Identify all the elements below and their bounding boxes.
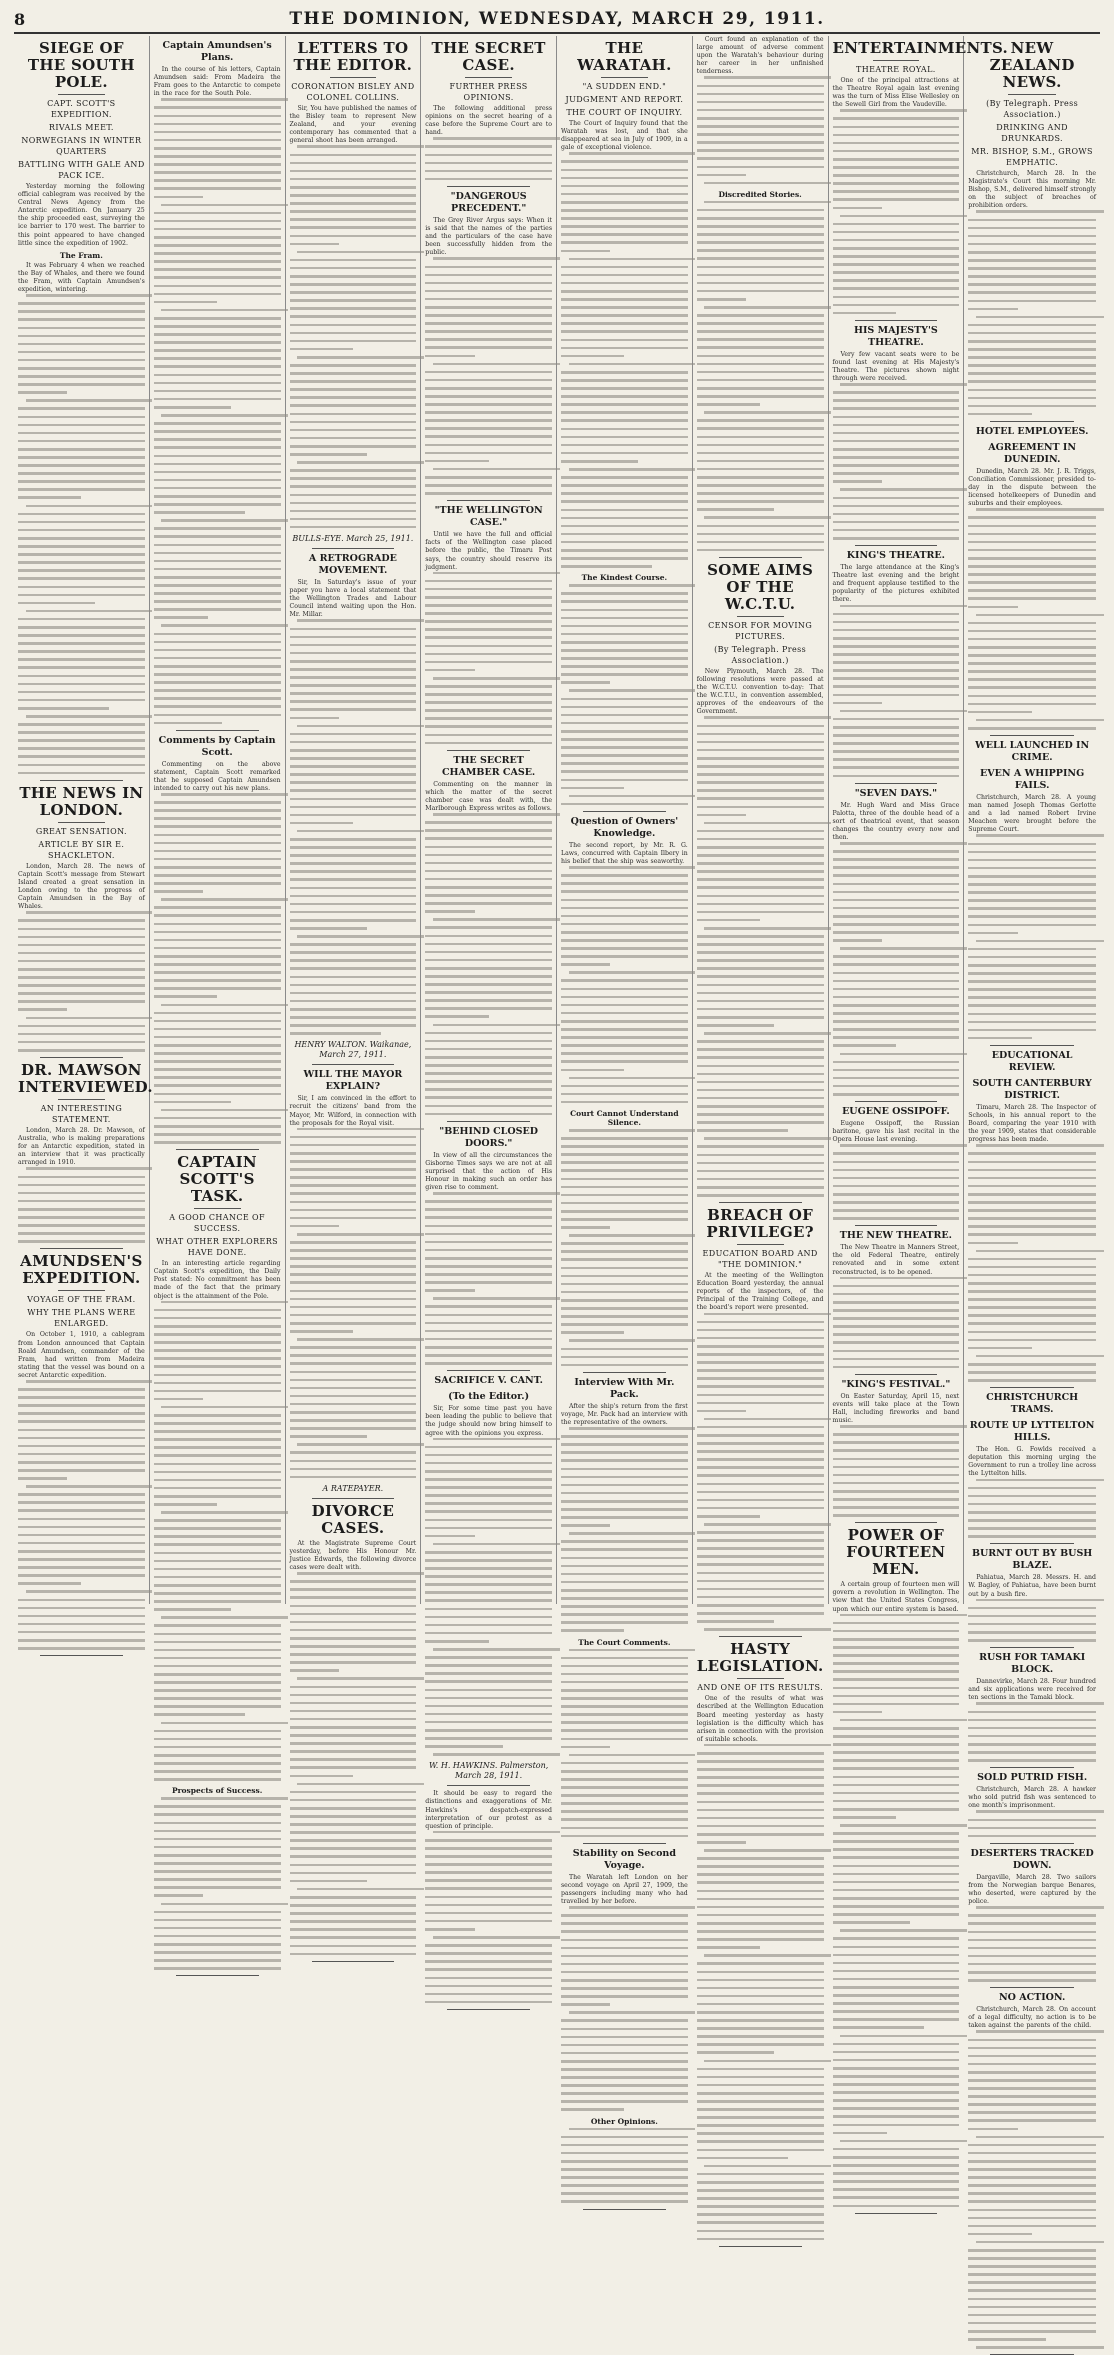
text-lines <box>561 2128 688 2203</box>
divider <box>583 1843 666 1844</box>
signature: W. H. HAWKINS. Palmerston, March 28, 1911. <box>428 1761 549 1781</box>
column-col1 <box>14 36 153 1604</box>
article-text: Christchurch, March 28. A young man named Joseph Thomas Gerlotte and a lad named Robert Irvine Meachen were brought before the Supreme Court. <box>968 794 1096 834</box>
page-number: 8 <box>14 9 26 29</box>
divider <box>990 1045 1074 1046</box>
article-headline: POWER OF FOURTEEN MEN. <box>846 1526 946 1579</box>
text-lines <box>290 145 417 528</box>
divider <box>737 1678 784 1679</box>
article <box>968 1652 1096 1768</box>
article-subheading: Comments by Captain Scott. <box>158 734 276 758</box>
divider <box>312 1064 395 1065</box>
article-text: At the meeting of the Wellington Education Board yesterday, the annual reports of the inspectors, of the Principal of the Training College, and the board's report were presented. <box>696 1272 824 1312</box>
article <box>18 40 145 781</box>
article <box>18 1061 153 1249</box>
article-subheading: "DANGEROUS PRECEDENT." <box>450 190 527 214</box>
article-subheading: HOTEL EMPLOYEES. <box>975 425 1089 437</box>
article <box>697 36 824 558</box>
article-headline: BREACH OF PRIVILEGE? <box>706 1206 814 1242</box>
article-subheading: JUDGMENT AND REPORT. <box>565 95 684 104</box>
article-text: The second report, by Mr. R. G. Laws, concurred with Captain Ilbery in his belief that the ship was seaworthy. <box>561 841 688 866</box>
divider <box>855 783 938 784</box>
article-subheading: NORWEGIANS IN WINTER QUARTERS <box>21 136 142 156</box>
text-lines <box>697 1313 824 1631</box>
divider <box>176 1975 259 1976</box>
article-subheading: AND ONE OF ITS RESULTS. <box>697 1683 824 1693</box>
article-headline: THE NEWS IN LONDON. <box>19 783 144 819</box>
article-text: It was February 4 when we reached the Bay of Whales, and there we found the Fram, with Captain Amundsen's expedition, wintering. <box>18 261 145 294</box>
article-text: Sir, In Saturday's issue of your paper you have a local statement that the Wellington Trades and Labour Council intend waiting upon the Hon. Mr. Millar. <box>289 578 417 619</box>
article-text: Commenting on the manner in which the matter of the secret chamber case was dealt with, the Marlborough Express writes as follows. <box>425 780 552 813</box>
signature: HENRY WALTON. Waikanae, March 27, 1911. <box>294 1040 412 1060</box>
article-headline: DIVORCE CASES. <box>311 1501 395 1537</box>
article <box>833 1230 960 1375</box>
divider <box>855 2213 938 2214</box>
article <box>697 1641 824 2246</box>
divider <box>719 2246 802 2247</box>
article-subheading: Stability on Second Voyage. <box>572 1847 676 1871</box>
divider <box>990 735 1074 736</box>
article-subheading: "THE WELLINGTON CASE." <box>434 505 543 529</box>
divider <box>719 1636 802 1637</box>
divider <box>990 421 1074 422</box>
article-text: Mr. Hugh Ward and Miss Grace Palotta, three of the double head of a sort of theatrical event, that season changes the country every now and then. <box>832 801 960 841</box>
article-subheading: THEATRE ROYAL. <box>856 65 936 74</box>
article-subheading: VOYAGE OF THE FRAM. <box>27 1295 136 1305</box>
text-lines <box>425 572 552 745</box>
text-lines <box>290 1128 417 1479</box>
article-subheading: Interview With Mr. Pack. <box>574 1376 675 1400</box>
article-headline: CAPTAIN SCOTT'S TASK. <box>177 1153 257 1206</box>
divider <box>58 1099 105 1100</box>
text-lines <box>968 2030 1096 2348</box>
text-lines <box>968 1702 1096 1761</box>
article-text: Dannevirke, March 28. Four hundred and six applications were received for ten sections in the Tamaki block. <box>968 1678 1096 1702</box>
article-text: In view of all the circumstances the Gisborne Times says we are not at all surprised that the action of His Honour in making such an order has given rise to comment. <box>425 1151 552 1192</box>
divider <box>855 1522 938 1523</box>
divider <box>990 1843 1074 1844</box>
text-lines <box>425 1831 552 2004</box>
article-subheading: WELL LAUNCHED IN CRIME. <box>975 740 1090 763</box>
article-text: Sir, For some time past you have been leading the public to believe that the judge should now bring himself to agree with the opinions you express. <box>425 1405 552 1437</box>
text-lines <box>968 1906 1096 1981</box>
article-subheading: (By Telegraph. Press Association.) <box>714 644 807 665</box>
article-text: New Plymouth, March 28. The following resolutions were passed at the W.C.T.U. convention to-day: That the W.C.T.U., in convention assembled, approves of the endeavours of the Government. <box>696 667 824 716</box>
article <box>290 1503 417 1962</box>
divider <box>40 780 123 781</box>
text-lines <box>833 842 960 1096</box>
article-text: Christchurch, March 28. On account of a legal difficulty, no action is to be taken against the parents of the child. <box>968 2006 1096 2030</box>
article-subheading: CAPT. SCOTT'S EXPEDITION. <box>47 99 116 119</box>
article-subheading: AN INTERESTING STATEMENT. <box>40 1104 123 1124</box>
masthead <box>14 6 1100 34</box>
article-subheading: DRINKING AND DRUNKARDS. <box>996 123 1068 143</box>
article-text: It should be easy to regard the distinctions and exaggerations of Mr. Hawkins's despatch-expressed interpretation of our protest as a question of principle. <box>425 1790 552 1830</box>
article-subheading: BATTLING WITH GALE AND PACK ICE. <box>18 160 145 180</box>
article-subheading: THE NEW THEATRE. <box>839 1230 952 1242</box>
text-lines <box>561 152 688 567</box>
text-lines <box>561 1129 688 1366</box>
article <box>425 1375 552 1786</box>
divider <box>583 811 666 812</box>
article-text: The large attendance at the King's Theatre last evening and the bright and frequent applause testified to the popularity of the pictures exhibited there. <box>832 564 960 604</box>
article-subheading: BURNT OUT BY BUSH BLAZE. <box>971 1548 1093 1572</box>
article-subheading: "A SUDDEN END." <box>582 82 667 91</box>
article-subheading: DESERTERS TRACKED DOWN. <box>970 1847 1094 1871</box>
article <box>425 191 552 501</box>
article <box>290 553 417 1065</box>
article-text: On Easter Saturday, April 15, next events will take place at the Town Hall, including fireworks and band music. <box>832 1392 960 1425</box>
article-subheading: "KING'S FESTIVAL." <box>841 1378 951 1390</box>
article-text: Dunedin, March 28. Mr. J. R. Triggs, Conciliation Commissioner, presided to-day in the dispute between the licensed hotelkeepers of Dunedin and suburbs and their employees. <box>968 467 1096 508</box>
article <box>968 1392 1096 1544</box>
article-subheading: CORONATION BISLEY AND COLONEL COLLINS. <box>291 82 415 102</box>
text-lines <box>833 1425 960 1517</box>
text-lines <box>425 813 552 1115</box>
article-text: The following additional press opinions on the secret hearing of a case before the Supreme Court are to hand. <box>425 105 552 137</box>
text-lines <box>425 257 552 494</box>
article-subheading: HIS MAJESTY'S THEATRE. <box>854 324 938 348</box>
divider <box>990 1987 1074 1988</box>
divider <box>40 1057 123 1058</box>
article <box>833 1527 960 2213</box>
text-lines <box>18 1380 145 1650</box>
divider <box>990 1767 1074 1768</box>
article-text: Christchurch, March 28. A hawker who sold putrid fish was sentenced to one month's imprisonment. <box>968 1786 1096 1810</box>
text-lines <box>833 1614 960 2207</box>
article <box>833 1379 960 1524</box>
text-lines <box>18 1167 145 1242</box>
text-lines <box>561 1427 688 1632</box>
article-subheading: FURTHER PRESS OPINIONS. <box>449 82 528 102</box>
article-headline: NEW ZEALAND NEWS. <box>989 39 1075 91</box>
article <box>968 1992 1096 2355</box>
article-text: The Court of Inquiry found that the Waratah was lost, and that she disappeared at sea in July of 1909, in a gale of exceptional violence. <box>561 120 688 152</box>
divider <box>447 2009 530 2010</box>
article <box>968 1848 1096 1988</box>
divider <box>194 1208 241 1209</box>
divider <box>855 1374 938 1375</box>
text-lines <box>561 584 688 805</box>
article-text: One of the results of what was described at the Wellington Education Board meeting yesterday as hasty legislation is the difficulty which has arisen in connection with the provision of suitable schools. <box>696 1695 824 1743</box>
divider <box>58 1290 105 1291</box>
article-text: Eugene Ossipoff, the Russian baritone, gave his last recital in the Opera House last evening. <box>832 1120 960 1144</box>
text-lines <box>697 201 824 552</box>
text-lines <box>968 1810 1096 1837</box>
text-lines <box>833 1277 960 1369</box>
article <box>968 1050 1096 1388</box>
article <box>697 1207 824 1637</box>
text-lines <box>561 866 688 1103</box>
divider <box>58 822 105 823</box>
text-lines <box>968 1479 1096 1538</box>
article-text: Dargaville, March 28. Two sailors from the Norwegian barque Benares, who deserted, were captured by the police. <box>968 1873 1096 1906</box>
text-lines <box>561 1906 688 2111</box>
article-subheading: EDUCATION BOARD AND "THE DOMINION." <box>702 1249 818 1270</box>
article-subheading: KING'S THEATRE. <box>846 550 945 562</box>
divider <box>855 1101 938 1102</box>
divider <box>737 1244 784 1245</box>
article-text: In the course of his letters, Captain Amundsen said: From Madeira the Fram goes to the Antarctic to compete in the race for the South Pole. <box>153 66 281 98</box>
divider <box>312 1498 395 1499</box>
article-subheading: CHRISTCHURCH TRAMS. <box>986 1392 1079 1416</box>
text-lines <box>425 1438 552 1756</box>
divider <box>465 77 512 78</box>
article-headline: SIEGE OF THE SOUTH POLE. <box>27 39 135 91</box>
article-subheading: "BEHIND CLOSED DOORS." <box>439 1125 538 1149</box>
text-lines <box>425 1192 552 1365</box>
text-lines <box>833 605 960 778</box>
article <box>833 325 960 546</box>
text-lines <box>425 137 552 180</box>
article-subheading: (By Telegraph. Press Association.) <box>986 99 1079 119</box>
text-lines <box>290 1572 417 1955</box>
article-text: Sir, I am convinced in the effort to recruit the citizens' band from the Mayor, Mr. Wilford, in connection with the proposals for the Royal visit. <box>289 1095 417 1127</box>
article-subhead: The Court Comments. <box>578 1637 671 1647</box>
article-text: The Hon. G. Fowlds received a deputation this morning urging the Government to run a trolley line across the Lyttelton hills. <box>968 1446 1096 1478</box>
divider <box>447 186 530 187</box>
columns <box>14 36 1100 2126</box>
article-headline: DR. MAWSON INTERVIEWED. <box>18 1061 153 1096</box>
column-col8 <box>964 36 1100 2030</box>
article <box>968 1548 1096 1648</box>
article-headline: HASTY LEGISLATION. <box>696 1640 824 1676</box>
article-subheading: NO ACTION. <box>998 1992 1066 2004</box>
text-lines <box>833 1144 960 1219</box>
article-text: Yesterday morning the following official cablegram was received by the Central News Agency from the Antarctic expedition. On January 25 the ship proceeded east, surveying the ice barrier to 170 west. The barrier to this point appeared to have changed little since the expedition of 1902. <box>18 183 145 247</box>
article <box>968 426 1096 736</box>
article-subheading: EUGENE OSSIPOFF. <box>842 1106 950 1118</box>
article-subheading: THE SECRET CHAMBER CASE. <box>442 754 536 778</box>
divider <box>447 1121 530 1122</box>
article-headline: THE WARATAH. <box>577 39 672 74</box>
divider <box>312 1961 395 1962</box>
text-lines <box>697 716 824 1196</box>
text-lines <box>968 210 1096 415</box>
article-headline: THE SECRET CASE. <box>431 39 546 74</box>
article-subheading: "SEVEN DAYS." <box>854 787 938 799</box>
article-subheading: WHY THE PLANS WERE ENLARGED. <box>27 1308 136 1329</box>
article-text: One of the principal attractions at the Theatre Royal again last evening was the turn of Miss Elise Wellesley on the Sewell Girl from the Vaudeville. <box>832 77 960 109</box>
article <box>561 816 688 1373</box>
article-text: A certain group of fourteen men will govern a revolution in Wellington. The view that the United States Congress, upon which our entire system is based. <box>832 1581 960 1613</box>
text-lines <box>833 383 960 539</box>
article-subheading: CENSOR FOR MOVING PICTURES. <box>708 620 813 641</box>
article-text: London, March 28. The news of Captain Scott's message from Stewart Island created a great sensation in London owing to the progress of Captain Amundsen in the Bay of Whales. <box>18 862 145 911</box>
article <box>425 1126 552 1372</box>
article-subheading: A GOOD CHANCE OF SUCCESS. <box>169 1213 265 1234</box>
article-text: The Grey River Argus says: When it is said that the names of the parties and the particulars of the case have been successfully hidden from the public. <box>425 216 552 257</box>
article-text: London, March 28. Dr. Mawson, of Australia, who is making preparations for an Antarctic expedition, stated in an interview that it was practically arranged in 1910. <box>18 1127 145 1167</box>
article-subheading: EDUCATIONAL REVIEW. <box>991 1049 1073 1073</box>
text-lines <box>154 1797 281 1970</box>
article-text: Very few vacant seats were to be found last evening at His Majesty's Theatre. The pictures shown night through were received. <box>832 350 960 383</box>
divider <box>719 557 802 558</box>
text-lines <box>697 1744 824 2240</box>
divider <box>990 1647 1074 1648</box>
article <box>290 40 417 549</box>
text-lines <box>968 1144 1096 1381</box>
text-lines <box>154 793 281 1144</box>
article-subheading: ARTICLE BY SIR E. SHACKLETON. <box>38 839 125 860</box>
text-lines <box>968 1599 1096 1642</box>
text-lines <box>18 911 145 1051</box>
article-text: In an interesting article regarding Captain Scott's expedition, the Daily Post stated: No commitment has been made of the fact that the primary object is the attainment of the Pole. <box>153 1260 281 1300</box>
article-subheading: RIVALS MEET. <box>48 123 114 132</box>
divider <box>990 1387 1074 1388</box>
article-text: Timaru, March 28. The Inspector of Schools, in his annual report to the Board, comparing the year 1910 with the year 1909, states that considerable progress has been made. <box>968 1103 1096 1144</box>
text-lines <box>154 98 281 724</box>
article-headline: AMUNDSEN'S EXPEDITION. <box>20 1252 143 1288</box>
divider <box>330 77 377 78</box>
article <box>154 735 281 1151</box>
column-col3 <box>286 36 422 1604</box>
divider <box>447 1785 530 1786</box>
article-subhead: Discredited Stories. <box>718 189 802 199</box>
divider <box>58 94 105 95</box>
text-lines <box>561 1649 688 1838</box>
article-text: Pahiatua, March 28. Messrs. H. and W. Bagley, of Pahiatua, have been burnt out by a bush fire. <box>968 1574 1096 1598</box>
article-subheading: GREAT SENSATION. <box>35 826 127 836</box>
article-text: On October 1, 1910, a cablegram from London announced that Captain Roald Amundsen, commander of the Fram, had written from Madeira stating that the vessel was bound on a secret Antarctic expedition. <box>18 1331 145 1379</box>
article-headline: ENTERTAINMENTS. <box>832 39 1009 57</box>
text-lines <box>833 109 960 314</box>
article <box>968 40 1096 422</box>
article-subheading: EVEN A WHIPPING FAILS. <box>980 768 1085 791</box>
article-subheading: MR. BISHOP, S.M., GROWS EMPHATIC. <box>971 147 1093 167</box>
article-text: Until we have the full and official facts of the Wellington case placed before the public, the Timaru Post says, the country should reserve its judgment. <box>425 531 552 571</box>
article-subheading: Question of Owners' Knowledge. <box>570 815 679 839</box>
article-subheading: SOLD PUTRID FISH. <box>977 1772 1088 1784</box>
article-subheading: WILL THE MAYOR EXPLAIN? <box>303 1069 403 1093</box>
divider <box>855 1225 938 1226</box>
divider <box>719 1202 802 1203</box>
article-subheading: THE COURT OF INQUIRY. <box>566 108 683 117</box>
article <box>561 1848 688 2210</box>
article-text: Court found an explanation of the large amount of adverse comment upon the Waratah's behaviour during her career in her unfinished tenderness. <box>696 36 824 76</box>
text-lines <box>697 76 824 184</box>
article-subheading: Captain Amundsen's Plans. <box>162 40 272 63</box>
divider <box>312 548 395 549</box>
signature: BULLS-EYE. March 25, 1911. <box>292 533 414 543</box>
article <box>833 788 960 1102</box>
divider <box>176 730 259 731</box>
article <box>968 1772 1096 1844</box>
article-text: Christchurch, March 28. In the Magistrate's Court this morning Mr. Bishop, S.M., delivered himself strongly on the subject of breaches of prohibition orders. <box>968 170 1096 210</box>
signature: A RATEPAYER. <box>322 1483 384 1493</box>
article <box>290 1069 417 1499</box>
article-text: Commenting on the above statement, Captain Scott remarked that he supposed Captain Amundsen intended to carry out his new plans. <box>153 760 281 792</box>
article-subheading: (To the Editor.) <box>448 1391 530 1403</box>
article-subheading: SACRIFICE V. CANT. <box>434 1375 543 1387</box>
article-subheading: AGREEMENT IN DUNEDIN. <box>988 441 1077 465</box>
article <box>154 1154 281 1976</box>
divider <box>601 77 648 78</box>
article <box>154 40 281 731</box>
article <box>832 39 1009 321</box>
article-headline: SOME AIMS OF THE W.C.T.U. <box>707 560 814 613</box>
article-subheading: SOUTH CANTERBURY DISTRICT. <box>972 1077 1092 1101</box>
text-lines <box>290 619 417 1034</box>
divider <box>737 616 784 617</box>
article-subhead: Other Opinions. <box>590 2116 658 2126</box>
article <box>561 40 688 812</box>
article-subheading: RUSH FOR TAMAKI BLOCK. <box>979 1652 1086 1676</box>
divider <box>447 750 530 751</box>
text-lines <box>968 834 1096 1039</box>
article <box>425 505 552 751</box>
article <box>18 1253 145 1656</box>
text-lines <box>968 508 1096 729</box>
article-headline: LETTERS TO THE EDITOR. <box>293 39 413 74</box>
newspaper-title: THE DOMINION, WEDNESDAY, MARCH 29, 1911. <box>289 9 825 29</box>
divider <box>855 320 938 321</box>
article-text: At the Magistrate Supreme Court yesterday, before His Honour Mr. Justice Edwards, the following divorce cases were dealt with. <box>289 1539 417 1572</box>
divider <box>447 1370 530 1371</box>
article-text: Sir, You have published the names of the Bisley team to represent New Zealand, and your evening contemporary has commented that a general shoot has been arranged. <box>289 105 417 145</box>
article <box>561 1377 688 1844</box>
article <box>833 550 960 784</box>
article <box>697 562 824 1203</box>
article-text: The Waratah left London on her second voyage on April 27, 1909, the passengers including many who had travelled by her before. <box>561 1873 688 1906</box>
article-subhead: The Kindest Course. <box>581 573 668 583</box>
column-col5 <box>557 36 693 2126</box>
article-subhead: The Fram. <box>59 250 103 260</box>
text-lines <box>154 1301 281 1781</box>
article <box>425 40 552 187</box>
divider <box>583 1372 666 1373</box>
article-subheading: WHAT OTHER EXPLORERS HAVE DONE. <box>156 1237 279 1258</box>
column-col7 <box>829 36 1009 1613</box>
column-col2 <box>150 36 286 1796</box>
divider <box>990 1543 1074 1544</box>
article-subheading: A RETROGRADE MOVEMENT. <box>308 552 397 576</box>
article <box>833 1106 960 1226</box>
divider <box>40 1248 123 1249</box>
article <box>425 755 552 1122</box>
article <box>18 785 145 1058</box>
text-lines <box>18 294 145 774</box>
article <box>425 1790 552 2010</box>
article-text: The New Theatre in Manners Street, the old Federal Theatre, entirely renovated and in some extent reconstructed, is to be opened. <box>832 1244 960 1276</box>
divider <box>40 1655 123 1656</box>
divider <box>873 60 920 61</box>
article-subhead: Prospects of Success. <box>171 1786 263 1796</box>
divider <box>176 1149 259 1150</box>
divider <box>447 500 530 501</box>
column-col6 <box>693 36 829 1743</box>
divider <box>855 545 938 546</box>
column-col4 <box>421 36 557 1830</box>
article-subheading: ROUTE UP LYTTELTON HILLS. <box>969 1420 1095 1444</box>
divider <box>1008 94 1056 95</box>
article <box>968 740 1096 1046</box>
article-text: After the ship's return from the first voyage, Mr. Pack had an interview with the representative of the owners. <box>561 1402 688 1426</box>
article-subhead: Court Cannot Understand Silence. <box>570 1108 679 1127</box>
divider <box>583 2209 666 2210</box>
